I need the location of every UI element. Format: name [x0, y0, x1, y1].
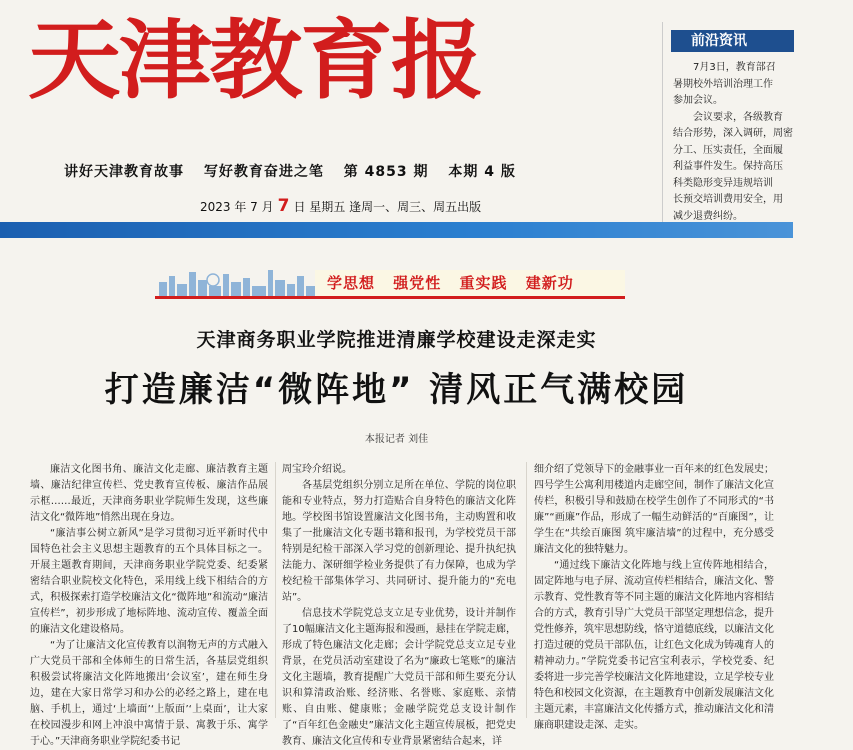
- masthead-slogan-line: [64, 161, 530, 181]
- date-prefix: 2023 年 7 月: [200, 200, 274, 214]
- sidebar-line: 减少退费纠纷。: [673, 210, 743, 222]
- sidebar-line: 参加会议。: [673, 95, 723, 106]
- sidebar-text: [673, 60, 853, 225]
- article-column-3: [534, 462, 774, 731]
- column-banner: [155, 268, 625, 300]
- news-sidebar: [662, 22, 794, 222]
- slogan-story: 讲好天津教育故事: [64, 164, 184, 180]
- masthead-title: 天津教育报: [28, 10, 482, 111]
- sidebar-line: 7月3日，教育部召: [693, 62, 776, 73]
- slogan-pen: 写好教育奋进之笔: [203, 164, 324, 180]
- banner-slogan: 学思想: [327, 274, 376, 292]
- paragraph: “廉洁事公树立新风”是学习贯彻习近平新时代中国特色社会主义思想主题教育的五个具体目标之一。开展主题教育期间，天津商务职业学院党委、纪委紧密结合职业院校文化特色，采用线上线下相结合的方式，积极探索打造学校廉洁文化“微阵地”和流动“廉洁宣传栏”，初步形成了地标阵地、流动宣传、覆盖全面的廉洁文化建设格局。: [30, 528, 268, 635]
- date-suffix: 日 星期五 逢周一、周三、周五出版: [293, 200, 482, 214]
- article-headline: 打造廉洁“微阵地” 清风正气满校园: [104, 370, 689, 410]
- header-divider-bar: [0, 222, 793, 238]
- paragraph: “通过线下廉洁文化阵地与线上宣传阵地相结合，固定阵地与电子屏、流动宣传栏相结合，廉洁文化、警示教育、党性教育等不同主题的廉洁文化阵地内容相结合的方式，教育引导广大党员干部坚定理想信念，提升党性修养，筑牢思想防线，恪守道德底线，以廉洁文化打造过硬的党员干部队伍，让红色文化成为铸魂育人的精神动力。”学院党委书记宫宝利表示，学校党委、纪委将进一步完善学校廉洁文化阵地建设，立足学校专业特色和校园文化资源，在主题教育中创新发展廉洁文化主题元素，丰富廉洁文化传播方式，推动廉洁文化和清廉商职建设走深、走实。: [534, 560, 774, 731]
- sidebar-line: 暑期校外培训治理工作: [673, 78, 773, 90]
- dateline: [200, 196, 481, 216]
- banner-slogan: 重实践: [459, 274, 508, 292]
- article-column-1: [30, 462, 268, 747]
- article-subtitle: 天津商务职业学院推进清廉学校建设走深走实: [196, 329, 597, 351]
- paragraph: 信息技术学院党总支立足专业优势，设计并制作了10幅廉洁文化主题海报和漫画，悬挂在学院走廊，形成了特色廉洁文化走廊；会计学院党总支立足专业背景，在党员活动室建设了名为“廉政七笔账”的廉洁文化主题墙，教育提醒广大党员干部和师生要充分认识和算清政治账、经济账、名誉账、家庭账、亲情账、自由账、健康账；金融学院党总支设计制作了“百年红色金融史”廉洁文化主题宣传展板，把党史教育、廉洁文化宣传和专业背景紧密结合起来，详: [282, 608, 516, 747]
- banner-slogan: 强党性: [393, 274, 442, 292]
- sidebar-line: 分工、压实责任，全面履: [673, 144, 783, 156]
- banner-slogans: [327, 272, 586, 293]
- date-day: 7: [277, 196, 290, 216]
- article-byline: 本报记者 刘佳: [364, 434, 429, 445]
- issue-number: 第 4853 期: [343, 164, 429, 180]
- sidebar-tag: 前沿资讯: [671, 30, 794, 52]
- paragraph: 周宝玲介绍说。: [282, 464, 352, 475]
- sidebar-line: 科类隐形变异违规培训: [673, 177, 773, 189]
- column-divider: [526, 462, 527, 718]
- sidebar-line: 利益事件发生。保持高压: [673, 161, 783, 172]
- paragraph: 细介绍了党领导下的金融事业一百年来的红色发展史；四号学生公寓利用楼道内走廊空间，制作了廉洁文化宣传栏，积极引导和鼓励在校学生创作了不同形式的“书廉”“画廉”作品，形成了一幅生动鲜活的“百廉图”，让学生在“共绘百廉图 筑牢廉洁墙”的过程中，充分感受廉洁文化的独特魅力。: [534, 464, 774, 555]
- sidebar-line: 长预交培训费用安全，用: [673, 194, 783, 205]
- page-count: 本期 4 版: [448, 164, 516, 180]
- sidebar-line: 会议要求，各级教育: [693, 111, 783, 123]
- column-divider: [275, 462, 276, 718]
- paragraph: “为了让廉洁文化宣传教育以润物无声的方式融入广大党员干部和全体师生的日常生活，各基层党组织积极尝试将廉洁文化阵地搬出‘会议室’，建在师生身边，建在大家日常学习和办公的必经之路上，建在电脑、手机上，通过‘上墙面’‘上版面’‘上桌面’，让大家在校园漫步和网上冲浪中寓情于景、寓教于乐、寓学于心。”天津商务职业学院纪委书记: [30, 640, 268, 747]
- banner-slogan: 建新功: [525, 274, 574, 292]
- paragraph: 廉洁文化图书角、廉洁文化走廊、廉洁教育主题墙、廉洁纪律宣传栏、党史教育宣传板、廉洁作品展示框……最近，天津商务职业学院师生发现，这些廉洁文化“微阵地”悄然出现在身边。: [30, 464, 268, 523]
- article-column-2: [282, 462, 516, 747]
- paragraph: 各基层党组织分别立足所在单位、学院的岗位职能和专业特点，努力打造贴合自身特色的廉洁文化阵地。学校图书馆设置廉洁文化图书角，主动购置和收集了一批廉洁文化专题书籍和报刊，为学校党员干部特别是纪检干部深入学习党的创新理论、提升执纪执法能力、深研细学检业务提供了有力保障，也成为学校纪检干部集体学习、共同研讨、提升能力的“充电站”。: [282, 480, 516, 603]
- sidebar-line: 结合形势，深入调研，周密: [673, 128, 793, 139]
